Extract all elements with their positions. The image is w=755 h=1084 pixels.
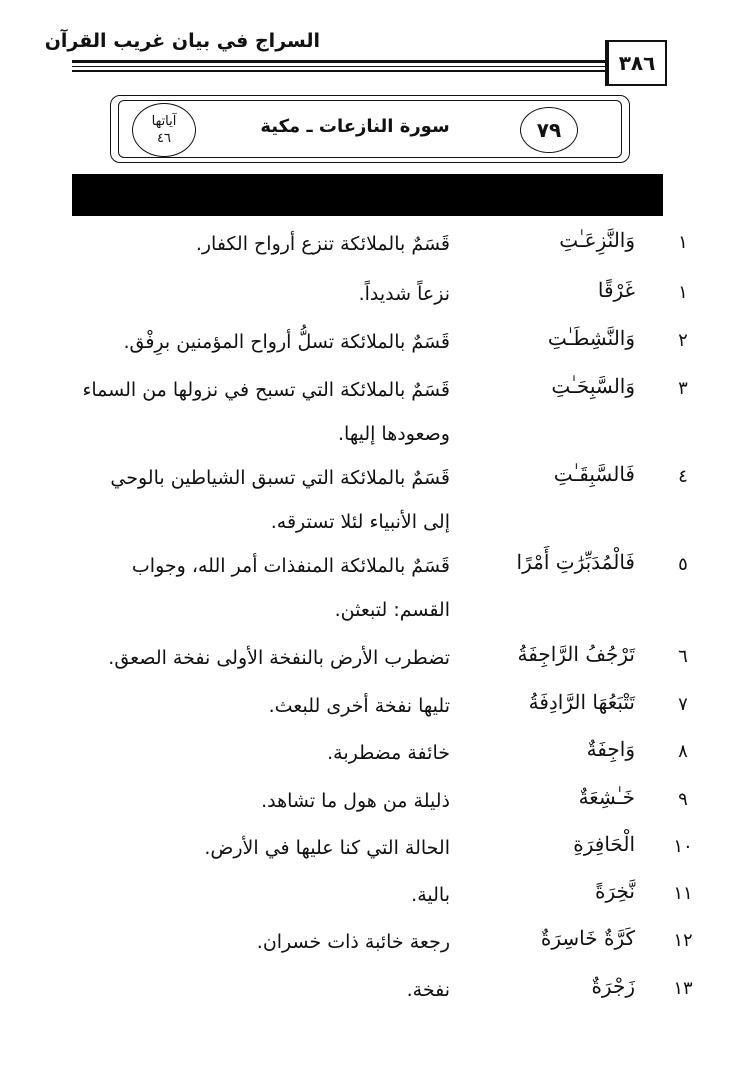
quran-word: وَالنَّزِعَـٰتِ: [559, 228, 635, 252]
definition: قَسَمٌ بالملائكة تسلُّ أرواح المؤمنين برِفْق.: [123, 331, 450, 353]
quran-word: وَالسَّبِحَـٰتِ: [551, 374, 635, 398]
verse-number: ٥: [678, 554, 688, 575]
definition: رجعة خائبة ذات خسران.: [256, 931, 450, 953]
definition: بالية.: [411, 884, 450, 906]
verse-number: ٣: [678, 378, 688, 399]
verse-number: ٦: [678, 646, 688, 667]
verse-number: ٢: [678, 330, 688, 351]
ayat-count: ٤٦: [157, 131, 171, 146]
quran-word: تَرْجُفُ الرَّاجِفَةُ: [517, 642, 635, 666]
glossary-entry: [60, 374, 688, 462]
definition: الحالة التي كنا عليها في الأرض.: [204, 837, 450, 859]
definition: نزعاً شديداً.: [358, 283, 450, 305]
quran-word: فَالسَّبِقَـٰتِ: [553, 462, 635, 486]
quran-word: وَالنَّشِطَـٰتِ: [547, 326, 635, 350]
definition: ذليلة من هول ما تشاهد.: [261, 790, 450, 812]
book-title: السراج في بيان غريب القرآن: [44, 30, 320, 52]
quran-word: فَالْمُدَبِّرَٰتِ أَمْرًا: [516, 550, 635, 574]
definition: نفخة.: [406, 979, 450, 1001]
verse-number: ١١: [673, 883, 693, 904]
verse-number: ٨: [678, 741, 688, 762]
definition: قَسَمٌ بالملائكة المنفذات أمر الله، وجواب القسم: لتبعثن.: [131, 555, 450, 621]
ayat-label: آياتها: [151, 114, 177, 129]
glossary-entry: [60, 974, 693, 1034]
definition: قَسَمٌ بالملائكة التي تسبح في نزولها من السماء وصعودها إليها.: [82, 379, 450, 445]
verse-number: ١٣: [673, 978, 693, 999]
quran-word: الْحَافِرَةِ: [573, 832, 635, 856]
definition: تليها نفخة أخرى للبعث.: [268, 695, 450, 717]
definition: تضطرب الأرض بالنفخة الأولى نفخة الصعق.: [108, 647, 450, 669]
verse-number: ١: [678, 232, 688, 253]
verse-number: ٤: [678, 466, 688, 487]
glossary-entry: [60, 462, 688, 550]
quran-word: زَجْرَةٌ: [591, 974, 635, 998]
quran-word: كَرَّةٌ خَاسِرَةٌ: [540, 926, 635, 950]
surah-title: سورة النازعات ـ مكية: [260, 116, 450, 137]
verse-number: ١: [678, 282, 688, 303]
definition: قَسَمٌ بالملائكة التي تسبق الشياطين بالوحي إلى الأنبياء لئلا تسترقه.: [110, 467, 450, 533]
quran-word: نَّخِرَةً: [595, 879, 635, 903]
quran-word: وَاجِفَةٌ: [586, 737, 635, 761]
verse-number: ٩: [678, 789, 688, 810]
quran-word: خَـٰشِعَةٌ: [578, 785, 635, 809]
quran-word: تَتْبَعُهَا الرَّادِفَةُ: [528, 690, 635, 714]
glossary-entry: [60, 550, 688, 638]
definition: قَسَمٌ بالملائكة تنزع أرواح الكفار.: [195, 233, 450, 255]
verse-number: ٧: [678, 694, 688, 715]
quran-word: غَرْقًا: [597, 278, 635, 302]
surah-number-badge: ٧٩: [520, 107, 578, 153]
verse-number: ١٠: [673, 836, 693, 857]
page-number: ٣٨٦: [607, 40, 667, 86]
definition: خائفة مضطربة.: [327, 742, 450, 764]
verse-number: ١٢: [673, 930, 693, 951]
